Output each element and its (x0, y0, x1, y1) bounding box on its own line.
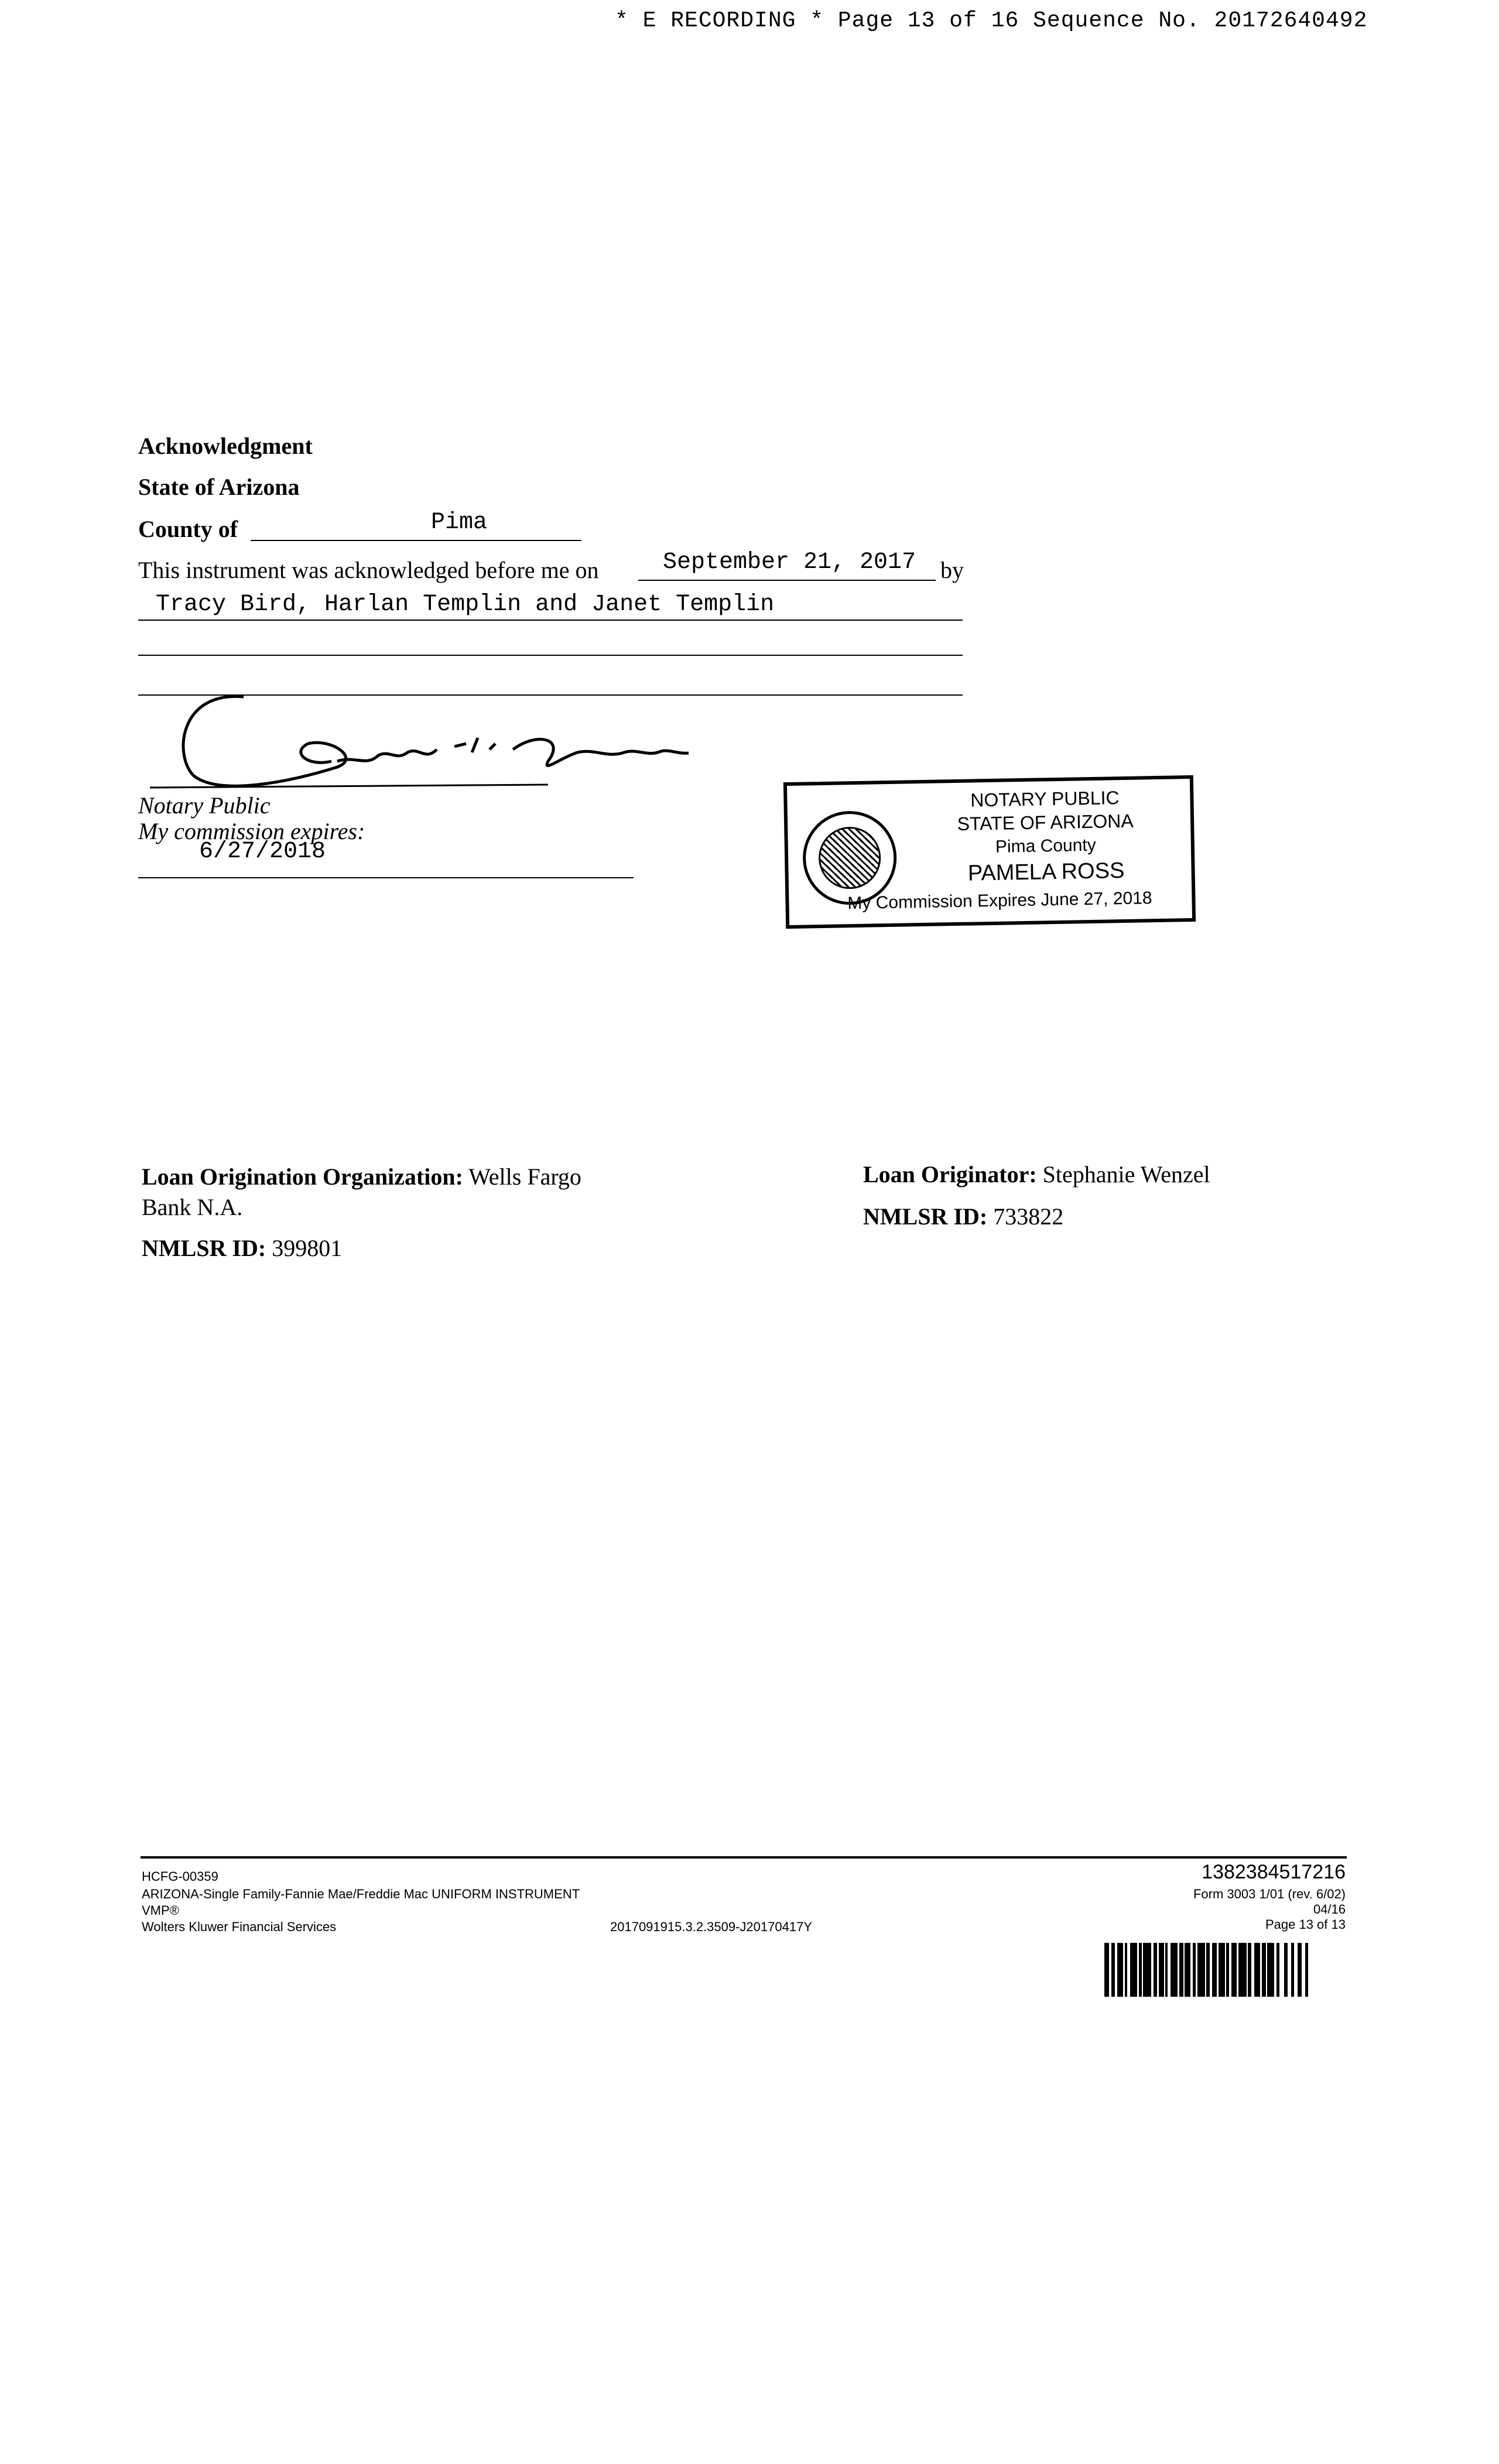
footer-doc-id: 2017091915.3.2.3509-J20170417Y (610, 1919, 812, 1934)
blank-line-1 (138, 655, 963, 656)
footer-rev: 04/16 (1313, 1902, 1346, 1917)
footer-loan-number: 1382384517216 (1202, 1861, 1346, 1883)
stamp-commission: My Commission Expires June 27, 2018 (847, 888, 1152, 913)
footer-instrument: ARIZONA-Single Family-Fannie Mae/Freddie Mac UNIFORM INSTRUMENT (142, 1887, 580, 1901)
acknowledged-persons: Tracy Bird, Harlan Templin and Janet Templin (156, 591, 775, 618)
originator-nmlsr-label: NMLSR ID: (863, 1203, 988, 1230)
org-nmlsr-label: NMLSR ID: (142, 1235, 266, 1261)
footer-form: Form 3003 1/01 (rev. 6/02) (1193, 1887, 1346, 1901)
state-seal-icon (802, 810, 898, 906)
commission-label: My commission expires: (138, 818, 365, 844)
stamp-notary-name: PAMELA ROSS (967, 858, 1125, 886)
persons-underline (138, 620, 963, 621)
state-label: State of Arizona (138, 474, 300, 500)
footer-code: HCFG-00359 (142, 1869, 218, 1884)
barcode-icon (1104, 1943, 1344, 1997)
footer-rule (141, 1856, 1347, 1859)
acknowledged-date: September 21, 2017 (663, 549, 916, 576)
stamp-line-2: STATE OF ARIZONA (957, 810, 1134, 834)
county-label: County of (138, 516, 238, 542)
originator-label: Loan Originator: (863, 1161, 1037, 1187)
loan-org-nmlsr (142, 1234, 342, 1262)
acknowledgment-title: Acknowledgment (138, 433, 313, 459)
stamp-line-1: NOTARY PUBLIC (970, 787, 1120, 811)
commission-date: 6/27/2018 (199, 839, 326, 865)
date-underline (638, 580, 936, 581)
notary-stamp (783, 775, 1196, 929)
originator-value: Stephanie Wenzel (1042, 1161, 1210, 1187)
footer-company: Wolters Kluwer Financial Services (142, 1919, 337, 1934)
county-underline (251, 540, 581, 541)
notary-public-label: Notary Public (138, 792, 271, 819)
by-label: by (940, 557, 964, 583)
recording-header: * E RECORDING * Page 13 of 16 Sequence No. 20172640492 (615, 8, 1368, 33)
footer-page: Page 13 of 13 (1265, 1917, 1346, 1932)
originator-nmlsr-value: 733822 (993, 1203, 1064, 1230)
loan-org-value: Wells Fargo (468, 1163, 581, 1190)
footer-vmp: VMP® (142, 1903, 179, 1918)
acknowledged-statement: This instrument was acknowledged before me on (138, 557, 599, 583)
stamp-line-3: Pima County (995, 835, 1096, 857)
org-nmlsr-value: 399801 (272, 1235, 343, 1261)
loan-org-line (142, 1163, 581, 1190)
loan-org-label: Loan Origination Organization: (142, 1163, 463, 1190)
commission-underline (138, 877, 634, 878)
loan-org-value-cont: Bank N.A. (142, 1194, 243, 1220)
loan-originator-line (863, 1161, 1210, 1188)
county-value: Pima (431, 509, 488, 536)
originator-nmlsr (863, 1203, 1063, 1230)
